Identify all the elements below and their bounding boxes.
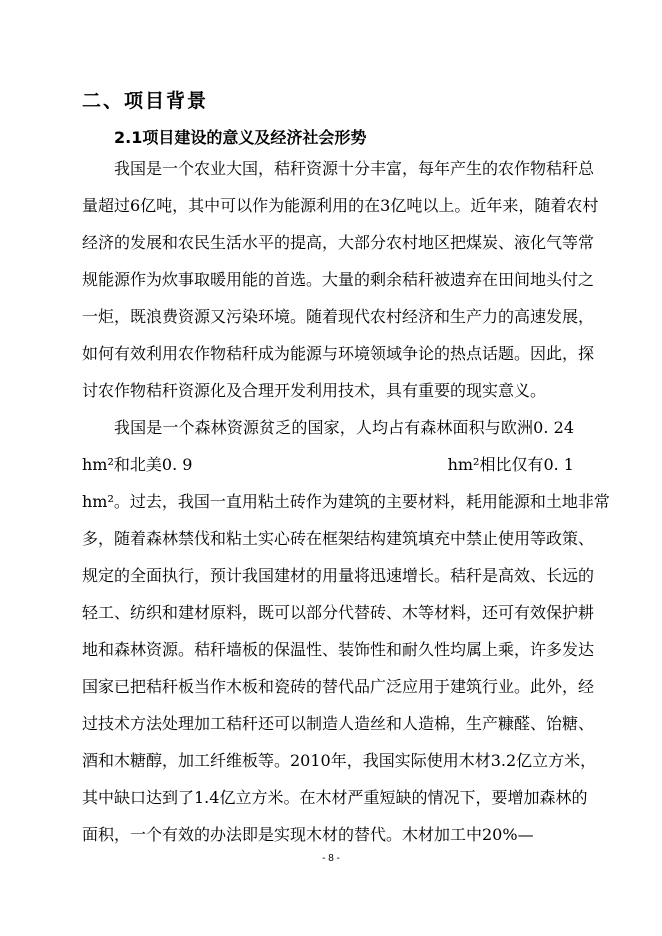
paragraph-line: 酒和木糖醇，加工纤维板等。2010年，我国实际使用木材3.2亿立方米， [82, 751, 597, 770]
section-heading: 二、项目背景 [82, 90, 209, 112]
paragraph-line: 讨农作物秸秆资源化及合理开发利用技术，具有重要的现实意义。 [82, 381, 547, 400]
paragraph-line-right: hm²相比仅有0. 1 [447, 455, 574, 474]
paragraph-line: 其中缺口达到了1.4亿立方米。在木材严重短缺的情况下，要增加森林的 [82, 788, 588, 807]
paragraph-line: hm²。过去，我国一直用粘土砖作为建筑的主要材料，耗用能源和土地非常 [82, 492, 610, 511]
paragraph-line: 量超过6亿吨，其中可以作为能源利用的在3亿吨以上。近年来，随着农村 [82, 196, 599, 215]
page-number: - 8 - [322, 853, 340, 864]
paragraph-line-left: hm²和北美0. 9 [82, 455, 193, 474]
paragraph-line: 轻工、纺织和建材原料，既可以部分代替砖、木等材料，还可有效保护耕 [82, 603, 595, 622]
paragraph-line: 一炬，既浪费资源又污染环境。随着现代农村经济和生产力的高速发展， [82, 307, 595, 326]
paragraph-line: 如何有效利用农作物秸秆成为能源与环境领域争论的热点话题。因此，探 [82, 344, 595, 363]
paragraph-line: 地和森林资源。秸秆墙板的保温性、装饰性和耐久性均属上乘，许多发达 [82, 640, 595, 659]
subsection-heading: 2.1项目建设的意义及经济社会形势 [114, 128, 367, 147]
paragraph-line: 多，随着森林禁伐和粘土实心砖在框架结构建筑填充中禁止使用等政策、 [82, 529, 595, 548]
paragraph-line: 我国是一个森林资源贫乏的国家，人均占有森林面积与欧洲0. 24 [114, 418, 574, 437]
paragraph-line: 面积，一个有效的办法即是实现木材的替代。木材加工中20%— [82, 825, 534, 844]
paragraph-line: 经济的发展和农民生活水平的提高，大部分农村地区把煤炭、液化气等常 [82, 233, 595, 252]
paragraph-line: 我国是一个农业大国，秸秆资源十分丰富，每年产生的农作物秸秆总 [114, 159, 595, 178]
paragraph-line-split [82, 455, 574, 475]
paragraph-line: 国家已把秸秆板当作木板和瓷砖的替代品广泛应用于建筑行业。此外，经 [82, 677, 595, 696]
paragraph-line: 规能源作为炊事取暖用能的首选。大量的剩余秸秆被遗弃在田间地头付之 [82, 270, 595, 289]
paragraph-line: 过技术方法处理加工秸秆还可以制造人造丝和人造棉，生产糠醛、饴糖、 [82, 714, 595, 733]
paragraph-line: 规定的全面执行，预计我国建材的用量将迅速增长。秸秆是高效、长远的 [82, 566, 595, 585]
